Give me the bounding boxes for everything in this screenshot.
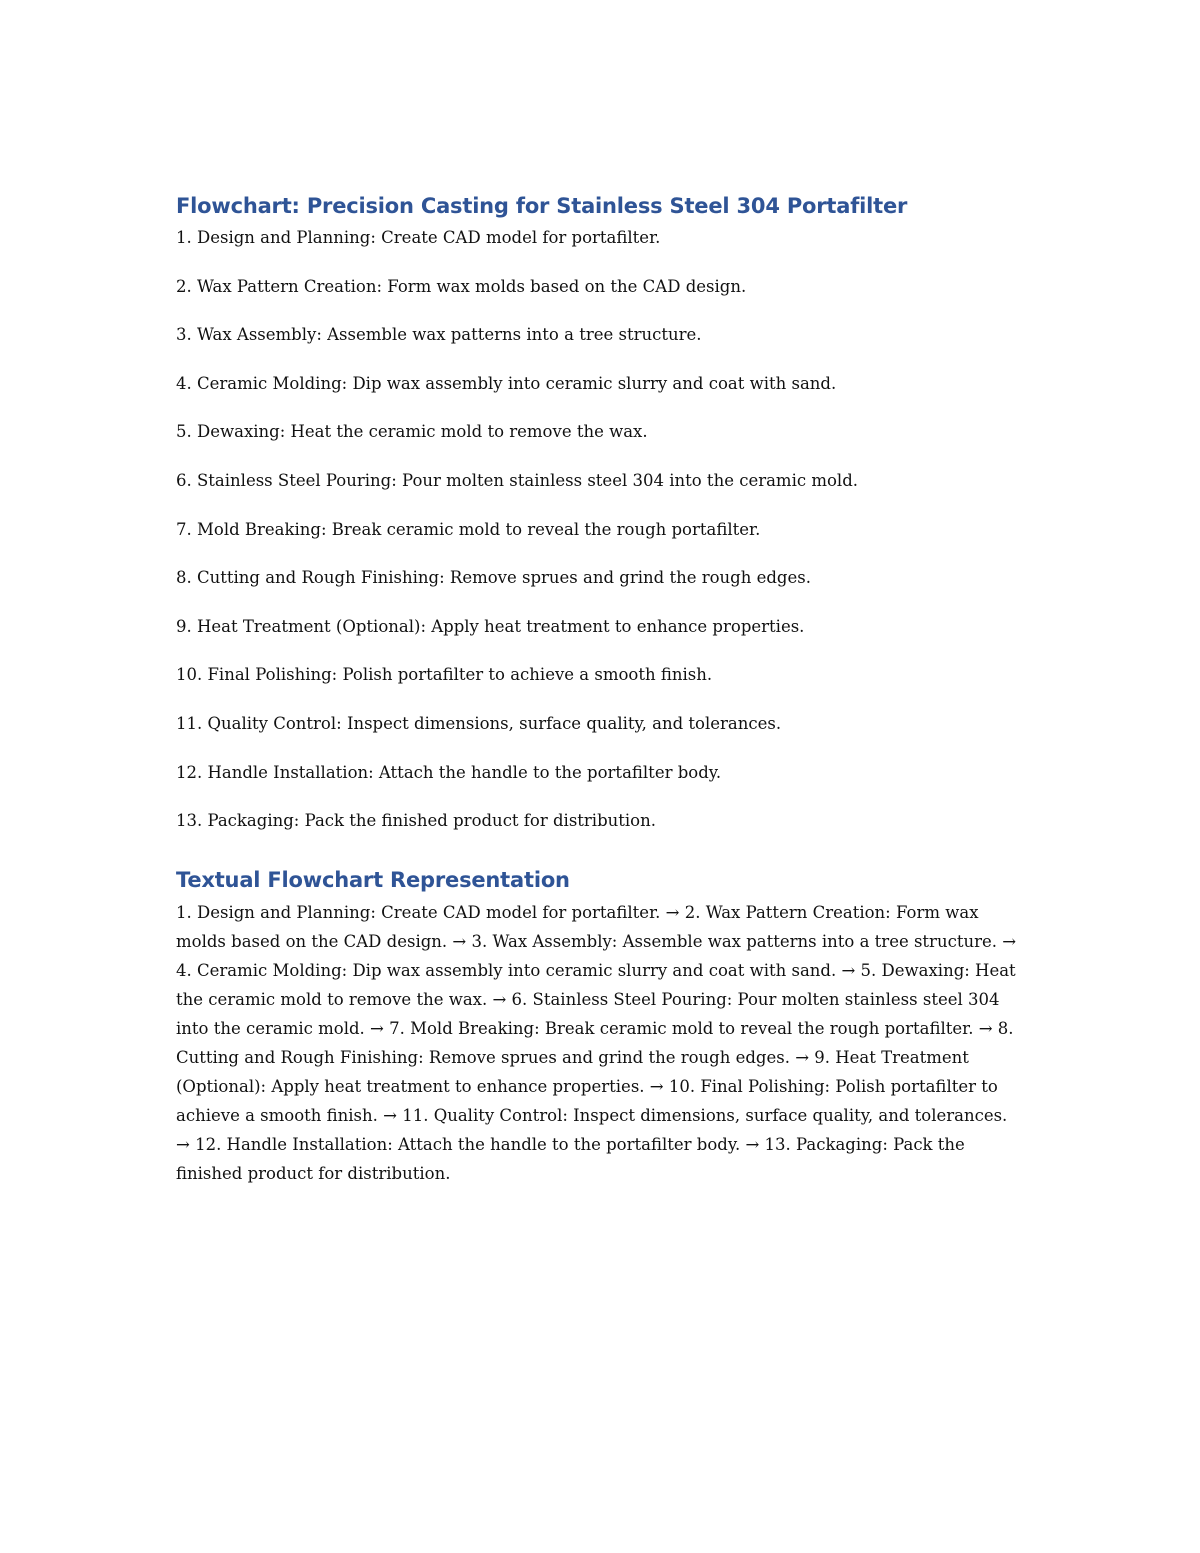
textual-flowchart-paragraph: 1. Design and Planning: Create CAD model for portafilter. → 2. Wax Pattern Creation: Form wax molds based on the CAD design. → 3. Wax Assembly: Assemble wax patterns into a tree structure. → 4. Ceramic Molding: Dip wax assembly into ceramic slurry and coat with sand. → 5. Dewaxing: Heat the ceramic mold to remove the wax. → 6. Stainless Steel Pouring: Pour molten stainless steel 304 into the ceramic mold. → 7. Mold Breaking: Break ceramic mold to reveal the rough portafilter. → 8. Cutting and Rough Finishing: Remove sprues and grind the rough edges. → 9. Heat Treatment (Optional): Apply heat treatment to enhance properties. → 10. Final Polishing: Polish portafilter to achieve a smooth finish. → 11. Quality Control: Inspect dimensions, surface quality, and tolerances. → 12. Handle Installation: Attach the handle to the portafilter body. → 13. Packaging: Pack the finished product for distribution. — [176, 902, 1017, 1183]
document-content — [176, 190, 1026, 1188]
step-item: 7. Mold Breaking: Break ceramic mold to reveal the rough portafilter. — [176, 519, 761, 539]
step-item: 12. Handle Installation: Attach the handle to the portafilter body. — [176, 762, 722, 782]
step-item: 1. Design and Planning: Create CAD model for portafilter. — [176, 228, 661, 247]
step-item: 5. Dewaxing: Heat the ceramic mold to remove the wax. — [176, 422, 648, 442]
step-item: 11. Quality Control: Inspect dimensions, surface quality, and tolerances. — [176, 713, 782, 733]
step-list — [176, 227, 1026, 859]
step-item: 8. Cutting and Rough Finishing: Remove sprues and grind the rough edges. — [176, 568, 811, 588]
step-item: 6. Stainless Steel Pouring: Pour molten stainless steel 304 into the ceramic mold. — [176, 470, 859, 490]
page-title: Flowchart: Precision Casting for Stainless Steel 304 Portafilter — [176, 194, 908, 218]
section-heading: Textual Flowchart Representation — [176, 867, 570, 892]
step-item: 3. Wax Assembly: Assemble wax patterns into a tree structure. — [176, 325, 702, 345]
step-item: 9. Heat Treatment (Optional): Apply heat treatment to enhance properties. — [176, 616, 805, 636]
step-item: 4. Ceramic Molding: Dip wax assembly into ceramic slurry and coat with sand. — [176, 373, 837, 393]
step-item: 2. Wax Pattern Creation: Form wax molds based on the CAD design. — [176, 276, 747, 296]
step-item: 13. Packaging: Pack the finished product for distribution. — [176, 811, 656, 831]
step-item: 10. Final Polishing: Polish portafilter to achieve a smooth finish. — [176, 665, 713, 685]
